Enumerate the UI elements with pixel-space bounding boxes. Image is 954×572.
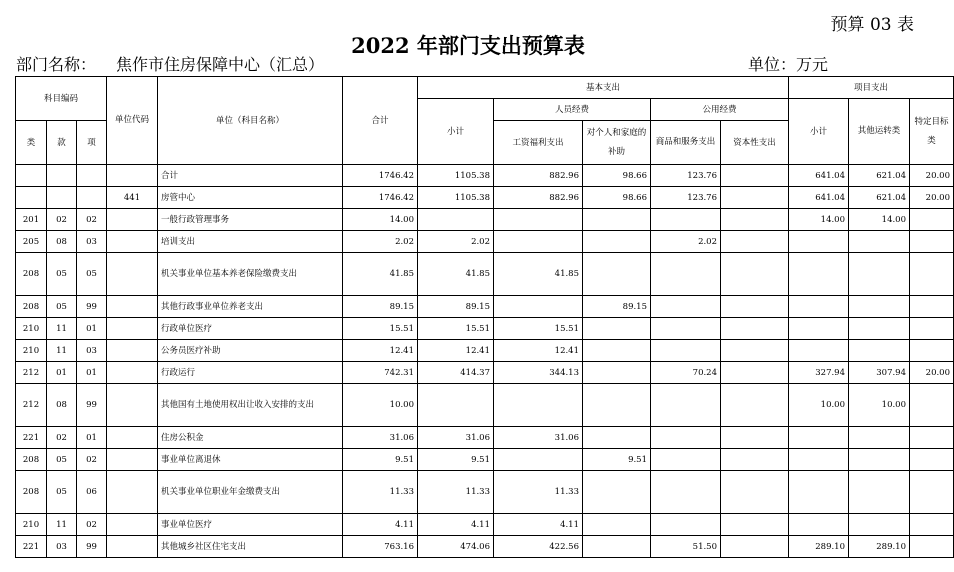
cell-subtotal: 1105.38 — [418, 187, 494, 209]
cell-total: 89.15 — [343, 296, 418, 318]
cell-special: 20.00 — [910, 362, 954, 384]
cell-salary: 4.11 — [494, 514, 583, 536]
table-row — [16, 514, 954, 536]
cell-project-subtotal — [789, 340, 849, 362]
cell-other-transfer: 14.00 — [849, 209, 910, 231]
header-subject-code: 科目编码 — [16, 77, 107, 121]
header-other-transfer: 其他运转类 — [849, 99, 910, 165]
cell-project-subtotal — [789, 514, 849, 536]
cell-lei: 208 — [16, 253, 47, 296]
cell-xiang: 01 — [77, 427, 107, 449]
cell-capital — [721, 536, 789, 558]
cell-unit-code — [107, 362, 158, 384]
cell-unit-code — [107, 340, 158, 362]
cell-unit-code — [107, 536, 158, 558]
cell-name: 行政运行 — [158, 362, 343, 384]
cell-lei: 221 — [16, 427, 47, 449]
cell-individual — [583, 209, 651, 231]
cell-capital — [721, 449, 789, 471]
unit-label: 单位：万元 — [748, 55, 829, 74]
cell-name: 事业单位医疗 — [158, 514, 343, 536]
department-line — [16, 52, 324, 75]
budget-table — [15, 76, 954, 558]
cell-capital — [721, 187, 789, 209]
cell-unit-code — [107, 514, 158, 536]
table-row — [16, 165, 954, 187]
cell-individual — [583, 536, 651, 558]
cell-total: 15.51 — [343, 318, 418, 340]
cell-xiang: 03 — [77, 231, 107, 253]
cell-subtotal: 41.85 — [418, 253, 494, 296]
cell-kuan: 02 — [47, 209, 77, 231]
table-row — [16, 253, 954, 296]
cell-special — [910, 231, 954, 253]
cell-other-transfer: 621.04 — [849, 165, 910, 187]
cell-goods — [651, 296, 721, 318]
cell-subtotal — [418, 384, 494, 427]
cell-salary: 422.56 — [494, 536, 583, 558]
cell-project-subtotal — [789, 253, 849, 296]
cell-goods: 70.24 — [651, 362, 721, 384]
header-unit-name: 单位（科目名称） — [158, 77, 343, 165]
cell-unit-code — [107, 253, 158, 296]
header-capital: 资本性支出 — [721, 121, 789, 165]
cell-special — [910, 253, 954, 296]
cell-lei — [16, 165, 47, 187]
cell-individual — [583, 471, 651, 514]
cell-name: 一般行政管理事务 — [158, 209, 343, 231]
cell-individual: 89.15 — [583, 296, 651, 318]
cell-xiang: 99 — [77, 536, 107, 558]
cell-unit-code — [107, 471, 158, 514]
cell-project-subtotal: 289.10 — [789, 536, 849, 558]
cell-capital — [721, 253, 789, 296]
cell-lei: 210 — [16, 318, 47, 340]
cell-salary — [494, 449, 583, 471]
cell-goods — [651, 253, 721, 296]
cell-salary — [494, 231, 583, 253]
cell-unit-code — [107, 296, 158, 318]
cell-salary: 11.33 — [494, 471, 583, 514]
cell-project-subtotal: 10.00 — [789, 384, 849, 427]
cell-kuan — [47, 165, 77, 187]
cell-name: 机关事业单位职业年金缴费支出 — [158, 471, 343, 514]
cell-lei: 210 — [16, 514, 47, 536]
cell-subtotal: 2.02 — [418, 231, 494, 253]
cell-other-transfer: 307.94 — [849, 362, 910, 384]
cell-salary: 15.51 — [494, 318, 583, 340]
cell-total: 11.33 — [343, 471, 418, 514]
cell-capital — [721, 318, 789, 340]
header-unit-code: 单位代码 — [107, 77, 158, 165]
cell-special — [910, 340, 954, 362]
cell-project-subtotal — [789, 471, 849, 514]
cell-name: 其他城乡社区住宅支出 — [158, 536, 343, 558]
cell-subtotal: 89.15 — [418, 296, 494, 318]
header-project-subtotal: 小计 — [789, 99, 849, 165]
cell-kuan: 03 — [47, 536, 77, 558]
cell-total: 742.31 — [343, 362, 418, 384]
cell-special — [910, 384, 954, 427]
cell-xiang: 01 — [77, 362, 107, 384]
cell-goods: 123.76 — [651, 187, 721, 209]
cell-other-transfer — [849, 318, 910, 340]
cell-subtotal: 12.41 — [418, 340, 494, 362]
table-row — [16, 296, 954, 318]
cell-salary — [494, 384, 583, 427]
department-name: 焦作市住房保障中心（汇总） — [116, 55, 325, 74]
cell-unit-code — [107, 209, 158, 231]
cell-xiang: 02 — [77, 209, 107, 231]
cell-goods: 123.76 — [651, 165, 721, 187]
cell-goods — [651, 384, 721, 427]
cell-individual: 9.51 — [583, 449, 651, 471]
cell-goods — [651, 514, 721, 536]
cell-capital — [721, 231, 789, 253]
cell-project-subtotal — [789, 296, 849, 318]
cell-other-transfer — [849, 340, 910, 362]
table-row — [16, 449, 954, 471]
cell-project-subtotal — [789, 231, 849, 253]
header-lei: 类 — [16, 121, 47, 165]
cell-unit-code — [107, 318, 158, 340]
cell-special — [910, 449, 954, 471]
cell-xiang: 99 — [77, 296, 107, 318]
cell-name: 合计 — [158, 165, 343, 187]
cell-subtotal: 31.06 — [418, 427, 494, 449]
cell-project-subtotal: 641.04 — [789, 165, 849, 187]
cell-other-transfer — [849, 449, 910, 471]
cell-xiang — [77, 187, 107, 209]
cell-total: 4.11 — [343, 514, 418, 536]
cell-total: 2.02 — [343, 231, 418, 253]
page-title: 2022 年部门支出预算表 — [351, 33, 585, 58]
cell-xiang: 02 — [77, 514, 107, 536]
header-special: 特定目标类 — [910, 99, 954, 165]
table-row — [16, 187, 954, 209]
cell-name: 其他行政事业单位养老支出 — [158, 296, 343, 318]
cell-salary: 882.96 — [494, 165, 583, 187]
cell-project-subtotal — [789, 449, 849, 471]
cell-project-subtotal — [789, 318, 849, 340]
cell-individual — [583, 253, 651, 296]
cell-total: 9.51 — [343, 449, 418, 471]
cell-xiang: 01 — [77, 318, 107, 340]
cell-subtotal: 9.51 — [418, 449, 494, 471]
cell-subtotal: 414.37 — [418, 362, 494, 384]
header-total: 合计 — [343, 77, 418, 165]
cell-salary: 344.13 — [494, 362, 583, 384]
department-label: 部门名称： — [16, 55, 97, 74]
cell-goods — [651, 471, 721, 514]
table-row — [16, 384, 954, 427]
cell-total: 41.85 — [343, 253, 418, 296]
cell-individual — [583, 514, 651, 536]
cell-subtotal: 474.06 — [418, 536, 494, 558]
header-salary: 工资福利支出 — [494, 121, 583, 165]
cell-other-transfer: 289.10 — [849, 536, 910, 558]
cell-kuan: 08 — [47, 384, 77, 427]
cell-subtotal: 4.11 — [418, 514, 494, 536]
cell-lei: 208 — [16, 449, 47, 471]
cell-name: 培训支出 — [158, 231, 343, 253]
cell-individual: 98.66 — [583, 187, 651, 209]
cell-xiang: 05 — [77, 253, 107, 296]
cell-special — [910, 318, 954, 340]
cell-unit-code — [107, 427, 158, 449]
cell-salary — [494, 296, 583, 318]
cell-lei: 208 — [16, 471, 47, 514]
header-row-1 — [16, 77, 954, 99]
cell-other-transfer — [849, 427, 910, 449]
table-row — [16, 362, 954, 384]
cell-goods — [651, 427, 721, 449]
cell-name: 其他国有土地使用权出让收入安排的支出 — [158, 384, 343, 427]
header-goods: 商品和服务支出 — [651, 121, 721, 165]
cell-capital — [721, 362, 789, 384]
cell-total: 31.06 — [343, 427, 418, 449]
table-row — [16, 536, 954, 558]
cell-lei — [16, 187, 47, 209]
cell-special: 20.00 — [910, 165, 954, 187]
header-public: 公用经费 — [651, 99, 789, 121]
header-xiang: 项 — [77, 121, 107, 165]
cell-individual — [583, 318, 651, 340]
cell-name: 行政单位医疗 — [158, 318, 343, 340]
cell-salary — [494, 209, 583, 231]
cell-other-transfer — [849, 231, 910, 253]
table-row — [16, 231, 954, 253]
cell-individual — [583, 362, 651, 384]
cell-total: 14.00 — [343, 209, 418, 231]
cell-total: 12.41 — [343, 340, 418, 362]
cell-goods — [651, 209, 721, 231]
cell-goods — [651, 449, 721, 471]
cell-kuan: 02 — [47, 427, 77, 449]
cell-total: 763.16 — [343, 536, 418, 558]
cell-xiang — [77, 165, 107, 187]
cell-xiang: 02 — [77, 449, 107, 471]
cell-special — [910, 514, 954, 536]
cell-name: 公务员医疗补助 — [158, 340, 343, 362]
cell-individual — [583, 231, 651, 253]
cell-special — [910, 536, 954, 558]
cell-other-transfer — [849, 514, 910, 536]
cell-special — [910, 296, 954, 318]
cell-salary: 31.06 — [494, 427, 583, 449]
cell-capital — [721, 514, 789, 536]
cell-kuan — [47, 187, 77, 209]
cell-capital — [721, 384, 789, 427]
cell-other-transfer: 10.00 — [849, 384, 910, 427]
cell-kuan: 05 — [47, 296, 77, 318]
cell-special — [910, 471, 954, 514]
cell-capital — [721, 340, 789, 362]
table-row — [16, 471, 954, 514]
cell-xiang: 06 — [77, 471, 107, 514]
cell-capital — [721, 296, 789, 318]
cell-total: 10.00 — [343, 384, 418, 427]
cell-total: 1746.42 — [343, 165, 418, 187]
cell-individual — [583, 384, 651, 427]
header-basic: 基本支出 — [418, 77, 789, 99]
cell-xiang: 99 — [77, 384, 107, 427]
cell-project-subtotal: 14.00 — [789, 209, 849, 231]
cell-lei: 221 — [16, 536, 47, 558]
cell-special — [910, 209, 954, 231]
cell-individual — [583, 340, 651, 362]
cell-subtotal — [418, 209, 494, 231]
cell-subtotal: 15.51 — [418, 318, 494, 340]
cell-total: 1746.42 — [343, 187, 418, 209]
cell-goods: 2.02 — [651, 231, 721, 253]
cell-project-subtotal: 641.04 — [789, 187, 849, 209]
cell-name: 住房公积金 — [158, 427, 343, 449]
cell-kuan: 08 — [47, 231, 77, 253]
cell-unit-code — [107, 449, 158, 471]
cell-capital — [721, 427, 789, 449]
cell-goods — [651, 340, 721, 362]
cell-kuan: 11 — [47, 318, 77, 340]
cell-capital — [721, 471, 789, 514]
cell-lei: 212 — [16, 384, 47, 427]
cell-name: 房管中心 — [158, 187, 343, 209]
cell-other-transfer — [849, 471, 910, 514]
cell-unit-code: 441 — [107, 187, 158, 209]
header-subtotal: 小计 — [418, 99, 494, 165]
cell-kuan: 05 — [47, 449, 77, 471]
cell-capital — [721, 165, 789, 187]
cell-subtotal: 11.33 — [418, 471, 494, 514]
cell-other-transfer — [849, 253, 910, 296]
cell-lei: 208 — [16, 296, 47, 318]
cell-goods: 51.50 — [651, 536, 721, 558]
cell-kuan: 05 — [47, 471, 77, 514]
cell-unit-code — [107, 384, 158, 427]
cell-kuan: 11 — [47, 340, 77, 362]
header-project: 项目支出 — [789, 77, 954, 99]
cell-lei: 212 — [16, 362, 47, 384]
cell-salary: 882.96 — [494, 187, 583, 209]
cell-kuan: 01 — [47, 362, 77, 384]
cell-individual — [583, 427, 651, 449]
cell-salary: 41.85 — [494, 253, 583, 296]
table-row — [16, 427, 954, 449]
cell-individual: 98.66 — [583, 165, 651, 187]
cell-special: 20.00 — [910, 187, 954, 209]
header-personnel: 人员经费 — [494, 99, 651, 121]
cell-subtotal: 1105.38 — [418, 165, 494, 187]
cell-lei: 205 — [16, 231, 47, 253]
cell-kuan: 05 — [47, 253, 77, 296]
cell-lei: 210 — [16, 340, 47, 362]
cell-project-subtotal — [789, 427, 849, 449]
cell-unit-code — [107, 231, 158, 253]
cell-unit-code — [107, 165, 158, 187]
header-kuan: 款 — [47, 121, 77, 165]
cell-name: 机关事业单位基本养老保险缴费支出 — [158, 253, 343, 296]
table-row — [16, 318, 954, 340]
cell-capital — [721, 209, 789, 231]
header-individual: 对个人和家庭的补助 — [583, 121, 651, 165]
cell-name: 事业单位离退休 — [158, 449, 343, 471]
table-row — [16, 340, 954, 362]
cell-project-subtotal: 327.94 — [789, 362, 849, 384]
form-number: 预算 03 表 — [830, 15, 914, 35]
cell-goods — [651, 318, 721, 340]
cell-kuan: 11 — [47, 514, 77, 536]
cell-salary: 12.41 — [494, 340, 583, 362]
cell-lei: 201 — [16, 209, 47, 231]
table-row — [16, 209, 954, 231]
cell-other-transfer: 621.04 — [849, 187, 910, 209]
cell-xiang: 03 — [77, 340, 107, 362]
cell-special — [910, 427, 954, 449]
cell-other-transfer — [849, 296, 910, 318]
